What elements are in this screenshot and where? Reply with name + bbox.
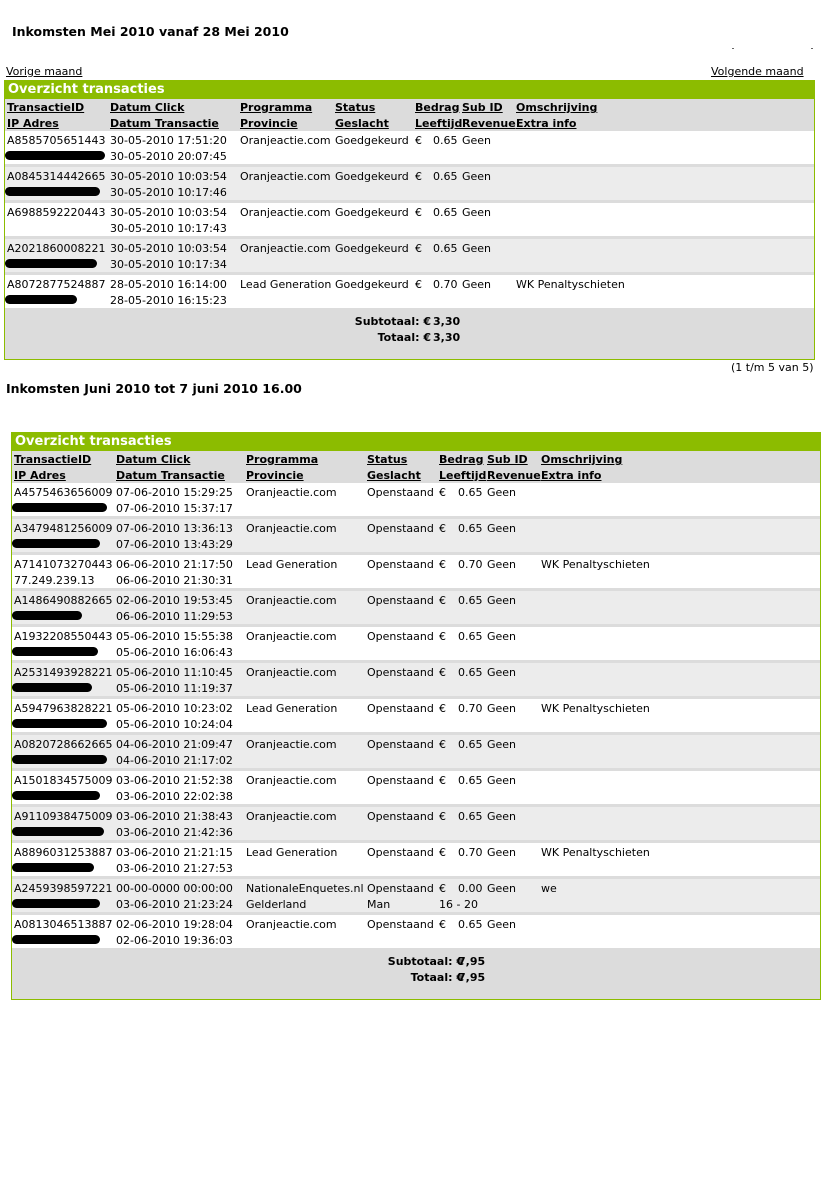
table-row[interactable] (5, 131, 814, 167)
date-transaction: 05-06-2010 10:24:04 (116, 718, 233, 731)
sub-id: Geen (462, 278, 492, 291)
table-row[interactable] (12, 555, 820, 591)
transaction-id: A2459398597221 (14, 882, 113, 895)
table-row[interactable] (5, 275, 814, 311)
col-header-status[interactable]: Status (367, 453, 408, 466)
sub-id: Geen (487, 882, 517, 895)
date-transaction: 30-05-2010 20:07:45 (110, 150, 227, 163)
redaction-mark (5, 187, 100, 196)
col-header-programma[interactable]: Programma (240, 101, 313, 114)
sub-id: Geen (487, 558, 517, 571)
col-header-ipadres[interactable]: IP Adres (14, 469, 66, 482)
status-text: Openstaand (367, 810, 434, 823)
amount-value: 0.65 (433, 206, 458, 219)
date-transaction: 03-06-2010 21:23:24 (116, 898, 233, 911)
date-click: 05-06-2010 11:10:45 (116, 666, 233, 679)
transactions-table-juni (11, 432, 821, 1000)
sub-id: Geen (487, 774, 517, 787)
program-name: Oranjeactie.com (240, 134, 331, 147)
col-header-revenue[interactable]: Revenue (462, 117, 516, 130)
subtotal-label: Subtotaal: € (354, 315, 431, 328)
amount-value: 0.65 (458, 486, 483, 499)
amount-value: 0.65 (433, 242, 458, 255)
currency-symbol: € (439, 810, 446, 823)
date-click: 02-06-2010 19:28:04 (116, 918, 233, 931)
transaction-id: A5947963828221 (14, 702, 113, 715)
sub-id: Geen (487, 486, 517, 499)
program-name: Lead Generation (246, 846, 338, 859)
description: WK Penaltyschieten (541, 702, 650, 715)
date-click: 03-06-2010 21:21:15 (116, 846, 233, 859)
col-header-leeftijd[interactable]: Leeftijd (415, 117, 463, 130)
next-month-link[interactable]: Volgende maand (711, 65, 804, 78)
redaction-mark (12, 791, 100, 800)
program-name: Oranjeactie.com (240, 242, 331, 255)
col-header-datumtransactie[interactable]: Datum Transactie (116, 469, 225, 482)
amount-value: 0.65 (458, 522, 483, 535)
program-name: Oranjeactie.com (246, 918, 337, 931)
col-header-revenue[interactable]: Revenue (487, 469, 541, 482)
redaction-mark (12, 863, 94, 872)
redaction-mark (12, 683, 92, 692)
sub-id: Geen (462, 242, 492, 255)
prev-month-link[interactable]: Vorige maand (6, 65, 83, 78)
status-text: Openstaand (367, 918, 434, 931)
col-header-provincie[interactable]: Provincie (240, 117, 298, 130)
dot-mark (732, 48, 734, 49)
amount-value: 0.65 (458, 738, 483, 751)
total-value: 7,95 (458, 971, 486, 984)
status-text: Goedgekeurd (335, 278, 409, 291)
ip-address: 77.249.239.13 (14, 574, 95, 587)
heading-juni: Inkomsten Juni 2010 tot 7 juni 2010 16.00 (6, 381, 302, 396)
description: we (541, 882, 557, 895)
date-click: 05-06-2010 10:23:02 (116, 702, 233, 715)
sub-id: Geen (462, 206, 492, 219)
amount-value: 0.65 (458, 630, 483, 643)
redaction-mark (12, 719, 107, 728)
sub-id: Geen (487, 846, 517, 859)
total-label: Totaal: € (377, 331, 431, 344)
total-label: Totaal: € (410, 971, 464, 984)
transaction-id: A0820728662665 (14, 738, 113, 751)
redaction-mark (12, 611, 82, 620)
col-header-leeftijd[interactable]: Leeftijd (439, 469, 487, 482)
date-click: 07-06-2010 15:29:25 (116, 486, 233, 499)
table-row[interactable] (12, 699, 820, 735)
heading-mei: Inkomsten Mei 2010 vanaf 28 Mei 2010 (12, 24, 289, 39)
transaction-id: A9110938475009 (14, 810, 113, 823)
col-header-transactieid[interactable]: TransactieID (14, 453, 92, 466)
col-header-bedrag[interactable]: Bedrag (415, 101, 460, 114)
currency-symbol: € (415, 134, 422, 147)
transaction-id: A3479481256009 (14, 522, 113, 535)
date-transaction: 05-06-2010 11:19:37 (116, 682, 233, 695)
program-name: Oranjeactie.com (246, 810, 337, 823)
col-header-datumtransactie[interactable]: Datum Transactie (110, 117, 219, 130)
amount-value: 0.65 (458, 918, 483, 931)
table-row[interactable] (12, 483, 820, 519)
date-transaction: 04-06-2010 21:17:02 (116, 754, 233, 767)
transaction-id: A7141073270443 (14, 558, 113, 571)
program-name: Oranjeactie.com (246, 630, 337, 643)
date-click: 30-05-2010 10:03:54 (110, 242, 227, 255)
transaction-id: A1486490882665 (14, 594, 113, 607)
amount-value: 0.65 (433, 134, 458, 147)
table-row[interactable] (12, 807, 820, 843)
col-header-geslacht[interactable]: Geslacht (335, 117, 389, 130)
currency-symbol: € (415, 278, 422, 291)
status-text: Openstaand (367, 702, 434, 715)
date-click: 00-00-0000 00:00:00 (116, 882, 233, 895)
date-click: 04-06-2010 21:09:47 (116, 738, 233, 751)
col-header-transactieid[interactable]: TransactieID (7, 101, 85, 114)
program-name: Lead Generation (246, 558, 338, 571)
table-body (5, 131, 814, 311)
col-header-extrainfo[interactable]: Extra info (541, 469, 602, 482)
col-header-extrainfo[interactable]: Extra info (516, 117, 577, 130)
col-header-bedrag[interactable]: Bedrag (439, 453, 484, 466)
col-header-datumclick[interactable]: Datum Click (116, 453, 191, 466)
dot-mark (811, 48, 813, 49)
amount-value: 0.70 (458, 558, 483, 571)
currency-symbol: € (415, 242, 422, 255)
sub-id: Geen (487, 738, 517, 751)
amount-value: 0.00 (458, 882, 483, 895)
status-text: Goedgekeurd (335, 242, 409, 255)
currency-symbol: € (439, 846, 446, 859)
redaction-mark (12, 935, 100, 944)
province: Gelderland (246, 898, 307, 911)
program-name: Oranjeactie.com (246, 666, 337, 679)
transaction-id: A0845314442665 (7, 170, 106, 183)
date-click: 30-05-2010 10:03:54 (110, 170, 227, 183)
status-text: Openstaand (367, 882, 434, 895)
date-transaction: 06-06-2010 11:29:53 (116, 610, 233, 623)
currency-symbol: € (439, 702, 446, 715)
table-row[interactable] (5, 203, 814, 239)
table-header (12, 451, 820, 483)
currency-symbol: € (439, 486, 446, 499)
date-transaction: 30-05-2010 10:17:43 (110, 222, 227, 235)
sub-id: Geen (462, 134, 492, 147)
table-row[interactable] (12, 879, 820, 915)
redaction-mark (12, 539, 100, 548)
transaction-id: A1932208550443 (14, 630, 113, 643)
status-text: Openstaand (367, 522, 434, 535)
transaction-id: A2531493928221 (14, 666, 113, 679)
amount-value: 0.70 (458, 846, 483, 859)
table-row[interactable] (12, 663, 820, 699)
pager-info: (1 t/m 5 van 5) (731, 361, 814, 374)
status-text: Openstaand (367, 666, 434, 679)
date-click: 30-05-2010 10:03:54 (110, 206, 227, 219)
col-header-subid[interactable]: Sub ID (487, 453, 528, 466)
amount-value: 0.70 (433, 278, 458, 291)
transaction-id: A4575463656009 (14, 486, 113, 499)
description: WK Penaltyschieten (541, 558, 650, 571)
status-text: Openstaand (367, 486, 434, 499)
amount-value: 0.65 (458, 810, 483, 823)
transaction-id: A2021860008221 (7, 242, 106, 255)
currency-symbol: € (439, 918, 446, 931)
sub-id: Geen (462, 170, 492, 183)
status-text: Openstaand (367, 558, 434, 571)
date-click: 05-06-2010 15:55:38 (116, 630, 233, 643)
date-transaction: 02-06-2010 19:36:03 (116, 934, 233, 947)
sub-id: Geen (487, 522, 517, 535)
table-row[interactable] (12, 771, 820, 807)
redaction-mark (5, 295, 77, 304)
date-click: 07-06-2010 13:36:13 (116, 522, 233, 535)
currency-symbol: € (439, 630, 446, 643)
date-transaction: 07-06-2010 15:37:17 (116, 502, 233, 515)
table-row[interactable] (5, 239, 814, 275)
table-body (12, 483, 820, 951)
table-row[interactable] (12, 915, 820, 951)
subtotal-value: 3,30 (433, 315, 461, 328)
date-click: 02-06-2010 19:53:45 (116, 594, 233, 607)
table-row[interactable] (12, 591, 820, 627)
table-row[interactable] (5, 167, 814, 203)
col-header-omschrijving[interactable]: Omschrijving (516, 101, 598, 114)
currency-symbol: € (415, 170, 422, 183)
status-text: Openstaand (367, 846, 434, 859)
date-click: 28-05-2010 16:14:00 (110, 278, 227, 291)
col-header-subid[interactable]: Sub ID (462, 101, 503, 114)
redaction-mark (12, 827, 104, 836)
redaction-mark (12, 899, 100, 908)
currency-symbol: € (439, 774, 446, 787)
amount-value: 0.65 (458, 594, 483, 607)
program-name: NationaleEnquetes.nl (246, 882, 364, 895)
col-header-programma[interactable]: Programma (246, 453, 319, 466)
date-click: 03-06-2010 21:52:38 (116, 774, 233, 787)
transaction-id: A6988592220443 (7, 206, 106, 219)
age-range: 16 - 20 (439, 898, 478, 911)
col-header-omschrijving[interactable]: Omschrijving (541, 453, 623, 466)
col-header-provincie[interactable]: Provincie (246, 469, 304, 482)
currency-symbol: € (439, 666, 446, 679)
table-row[interactable] (12, 735, 820, 771)
col-header-datumclick[interactable]: Datum Click (110, 101, 185, 114)
amount-value: 0.65 (458, 666, 483, 679)
program-name: Oranjeactie.com (246, 522, 337, 535)
program-name: Oranjeactie.com (240, 170, 331, 183)
date-transaction: 30-05-2010 10:17:46 (110, 186, 227, 199)
amount-value: 0.65 (433, 170, 458, 183)
status-text: Openstaand (367, 774, 434, 787)
redaction-mark (5, 259, 97, 268)
date-transaction: 30-05-2010 10:17:34 (110, 258, 227, 271)
date-transaction: 03-06-2010 21:42:36 (116, 826, 233, 839)
currency-symbol: € (439, 558, 446, 571)
totals-block (12, 951, 820, 999)
date-transaction: 03-06-2010 21:27:53 (116, 862, 233, 875)
program-name: Lead Generation (240, 278, 332, 291)
transactions-table-mei (4, 80, 815, 360)
sub-id: Geen (487, 594, 517, 607)
amount-value: 0.65 (458, 774, 483, 787)
sub-id: Geen (487, 666, 517, 679)
currency-symbol: € (439, 882, 446, 895)
table-header (5, 99, 814, 131)
date-click: 03-06-2010 21:38:43 (116, 810, 233, 823)
gender: Man (367, 898, 391, 911)
table-title: Overzicht transacties (5, 80, 814, 99)
description: WK Penaltyschieten (541, 846, 650, 859)
description: WK Penaltyschieten (516, 278, 625, 291)
currency-symbol: € (439, 594, 446, 607)
subtotal-value: 7,95 (458, 955, 486, 968)
status-text: Openstaand (367, 594, 434, 607)
table-row[interactable] (12, 843, 820, 879)
status-text: Goedgekeurd (335, 206, 409, 219)
date-transaction: 03-06-2010 22:02:38 (116, 790, 233, 803)
table-title: Overzicht transacties (12, 432, 820, 451)
date-transaction: 05-06-2010 16:06:43 (116, 646, 233, 659)
subtotal-label: Subtotaal: € (387, 955, 464, 968)
transaction-id: A1501834575009 (14, 774, 113, 787)
sub-id: Geen (487, 810, 517, 823)
program-name: Oranjeactie.com (246, 738, 337, 751)
sub-id: Geen (487, 630, 517, 643)
status-text: Openstaand (367, 630, 434, 643)
date-click: 30-05-2010 17:51:20 (110, 134, 227, 147)
redaction-mark (12, 503, 107, 512)
transaction-id: A8896031253887 (14, 846, 113, 859)
program-name: Lead Generation (246, 702, 338, 715)
program-name: Oranjeactie.com (246, 774, 337, 787)
col-header-status[interactable]: Status (335, 101, 376, 114)
currency-symbol: € (415, 206, 422, 219)
date-transaction: 06-06-2010 21:30:31 (116, 574, 233, 587)
transaction-id: A0813046513887 (14, 918, 113, 931)
currency-symbol: € (439, 738, 446, 751)
table-row[interactable] (12, 627, 820, 663)
transaction-id: A8585705651443 (7, 134, 106, 147)
program-name: Oranjeactie.com (246, 594, 337, 607)
status-text: Goedgekeurd (335, 170, 409, 183)
status-text: Goedgekeurd (335, 134, 409, 147)
transaction-id: A8072877524887 (7, 278, 106, 291)
date-transaction: 07-06-2010 13:43:29 (116, 538, 233, 551)
table-row[interactable] (12, 519, 820, 555)
redaction-mark (12, 647, 98, 656)
program-name: Oranjeactie.com (240, 206, 331, 219)
date-transaction: 28-05-2010 16:15:23 (110, 294, 227, 307)
total-value: 3,30 (433, 331, 461, 344)
status-text: Openstaand (367, 738, 434, 751)
sub-id: Geen (487, 918, 517, 931)
totals-block (5, 311, 814, 359)
redaction-mark (5, 151, 105, 160)
redaction-mark (12, 755, 107, 764)
col-header-geslacht[interactable]: Geslacht (367, 469, 421, 482)
sub-id: Geen (487, 702, 517, 715)
date-click: 06-06-2010 21:17:50 (116, 558, 233, 571)
currency-symbol: € (439, 522, 446, 535)
col-header-ipadres[interactable]: IP Adres (7, 117, 59, 130)
amount-value: 0.70 (458, 702, 483, 715)
program-name: Oranjeactie.com (246, 486, 337, 499)
